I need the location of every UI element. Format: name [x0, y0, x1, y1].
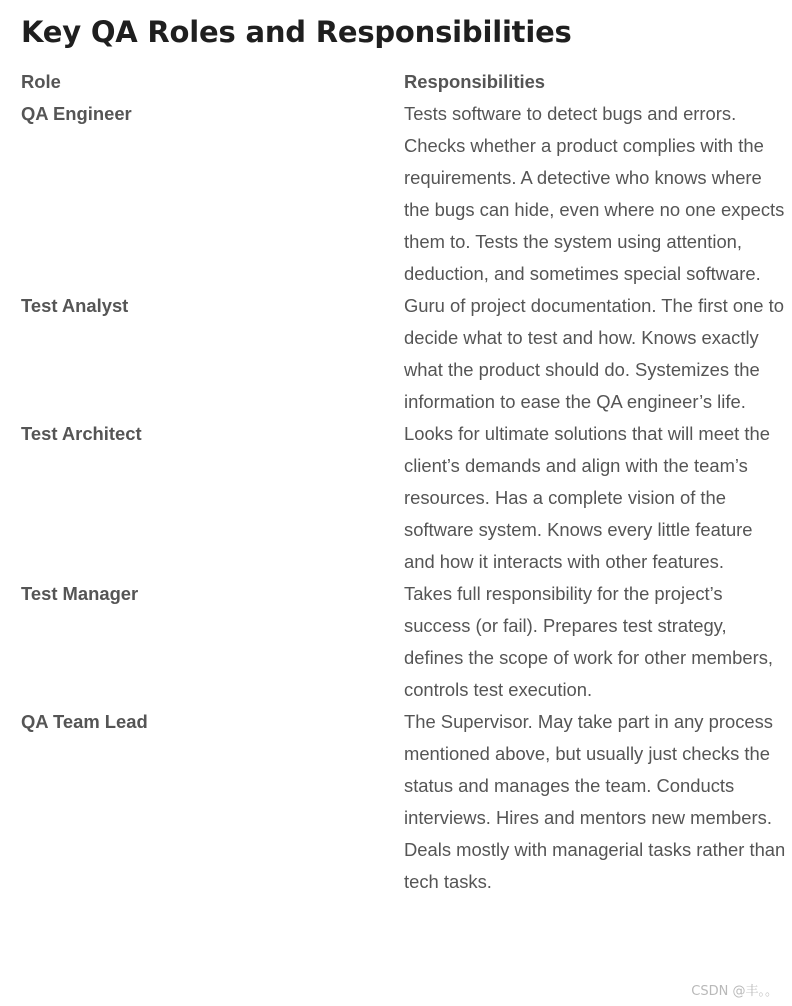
role-responsibilities: The Supervisor. May take part in any process mentioned above, but usually just checks the status and manages the team. Conducts interviews. Hires and mentors new members. Deals mostly with managerial tasks rather than tech tasks.	[404, 711, 786, 892]
role-responsibilities: Looks for ultimate solutions that will meet the client’s demands and align with the team’s resources. Has a complete vision of the software system. Knows every little feature and how it interacts with other features.	[404, 423, 770, 572]
role-responsibilities: Tests software to detect bugs and errors. Checks whether a product complies with the requirements. A detective who knows where the bugs can hide, even where no one expects them to. Tests the system using attention, deduction, and sometimes special software.	[404, 103, 785, 284]
table-row	[21, 290, 792, 418]
header-role: Role	[21, 71, 61, 92]
role-responsibilities: Takes full responsibility for the project’s success (or fail). Prepares test strategy, defines the scope of work for other members, controls test execution.	[404, 583, 774, 700]
page-title: Key QA Roles and Responsibilities	[21, 15, 572, 49]
role-responsibilities: Guru of project documentation. The first one to decide what to test and how. Knows exactly what the product should do. Systemizes the information to ease the QA engineer’s life.	[404, 295, 784, 412]
role-name: Test Analyst	[21, 295, 129, 316]
watermark: CSDN @丰。。	[691, 984, 778, 999]
role-name: QA Team Lead	[21, 711, 148, 732]
role-name: Test Manager	[21, 583, 139, 604]
table-row	[21, 98, 792, 290]
table-header-row	[21, 66, 792, 98]
table-row	[21, 706, 792, 898]
header-responsibilities: Responsibilities	[404, 71, 546, 92]
article	[21, 12, 792, 898]
roles-table	[21, 66, 792, 898]
table-row	[21, 578, 792, 706]
role-name: QA Engineer	[21, 103, 132, 124]
role-name: Test Architect	[21, 423, 142, 444]
table-row	[21, 418, 792, 578]
